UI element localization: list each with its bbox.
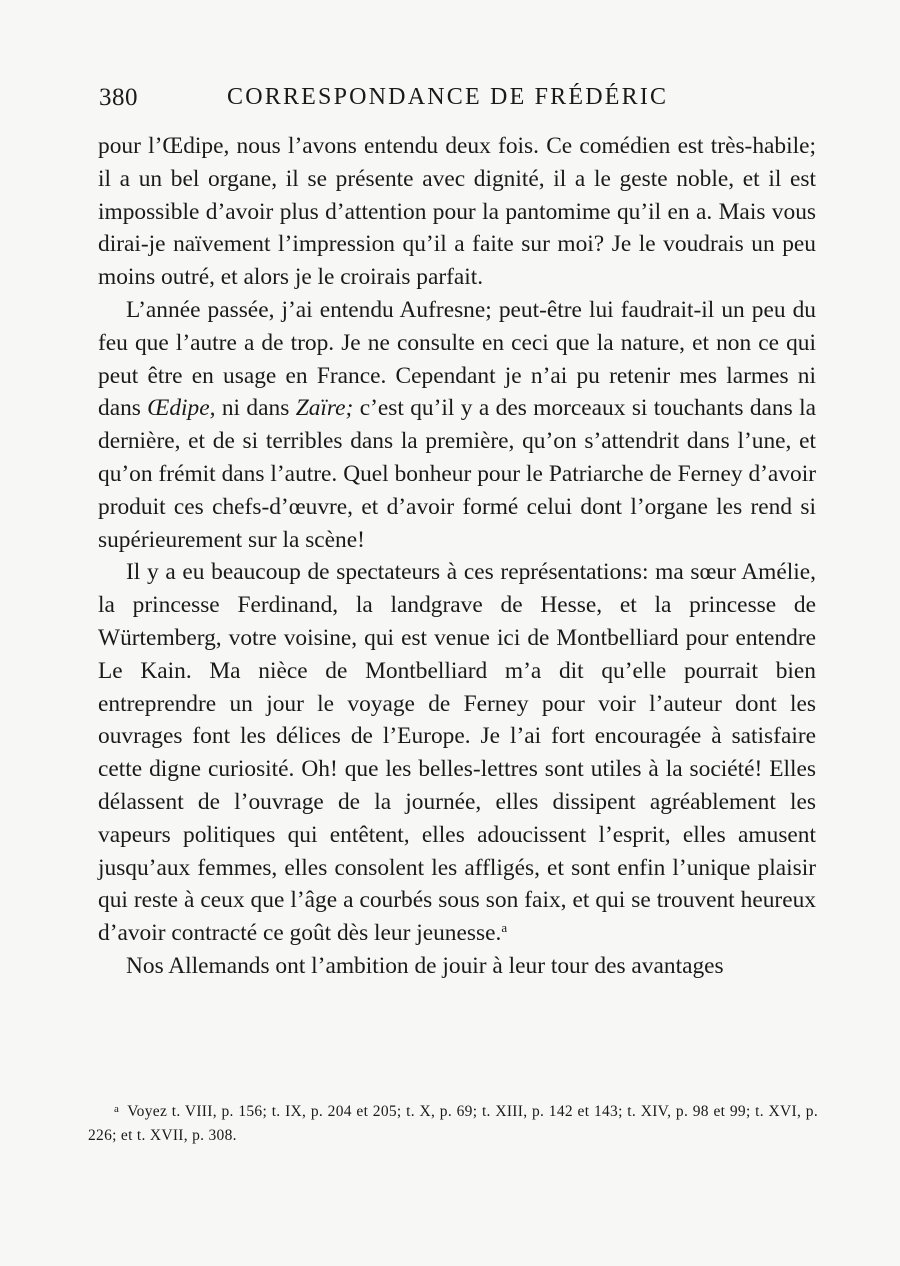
paragraph-1-text: pour l’Œdipe, nous l’avons entendu deux fois. Ce comédien est très-habile; il a un bel organe, il se présente avec dignité, il a le geste noble, et il est impossible d’avoir plus d’attention pour la pantomime qu’il en a. Mais vous dirai-je naïvement l’impression qu’il a faite sur moi? Je le voudrais un peu moins outré, et alors je le croirais parfait. bbox=[98, 133, 816, 291]
title-oedipe: Œdipe, bbox=[147, 395, 216, 422]
footnote-mark: a bbox=[114, 1103, 120, 1115]
page-header bbox=[99, 84, 815, 124]
paragraph-4 bbox=[98, 950, 816, 983]
body-text bbox=[98, 130, 816, 983]
paragraph-3-text: Il y a eu beaucoup de spectateurs à ces représentations: ma sœur Amélie, la princesse Ferdinand, la landgrave de Hesse, et la princesse de Würtemberg, votre voisine, qui est venue ici de Montbelliard pour entendre Le Kain. Ma nièce de Montbelliard m’a dit qu’elle pourrait bien entreprendre un jour le voyage de Ferney pour voir l’auteur dont les ouvrages font les délices de l’Europe. Je l’ai fort encouragée à satisfaire cette digne curiosité. Oh! que les belles-lettres sont utiles à la société! Elles délassent de l’ouvrage de la journée, elles dissipent agréablement les vapeurs politiques qui entêtent, elles adoucissent l’esprit, elles amusent jusqu’aux femmes, elles consolent les affligés, et sont enfin l’unique plaisir qui reste à ceux que l’âge a courbés sous son faix, et qui se trouvent heureux d’avoir contracté ce goût dès leur jeunesse. bbox=[98, 559, 816, 947]
paragraph-2-text-a: L’année passée, j’ai entendu Aufresne; peut-être lui faudrait-il un peu du feu que l’autre a de trop. Je ne consulte en ceci que la nature, et non ce qui peut être en usage en France. Cependant je n’ai pu retenir mes larmes ni dans bbox=[98, 296, 816, 422]
paragraph-2 bbox=[98, 294, 816, 556]
paragraph-1 bbox=[98, 130, 816, 294]
footnote-reference: a bbox=[501, 920, 508, 936]
paragraph-3 bbox=[98, 556, 816, 950]
footnote-text: Voyez t. VIII, p. 156; t. IX, p. 204 et 205; t. X, p. 69; t. XIII, p. 142 et 143; t. XIV, p. 98 et 99; t. XVI, p. 226; et t. XVII, p. 308. bbox=[88, 1103, 818, 1144]
paragraph-2-text-b: ni dans bbox=[215, 395, 296, 422]
page-number: 380 bbox=[99, 84, 138, 111]
running-title: CORRESPONDANCE DE FRÉDÉRIC bbox=[227, 84, 669, 110]
title-zaire: Zaïre; bbox=[295, 395, 354, 422]
paragraph-2-text-c: c’est qu’il y a des morceaux si touchants dans la dernière, et de si terribles dans la première, qu’on s’attendrit dans l’une, et qu’on frémit dans l’autre. Quel bonheur pour le Patriarche de Ferney d’avoir produit ces chefs-d’œuvre, et d’avoir formé celui dont l’organe les rend si supérieurement sur la scène! bbox=[98, 395, 816, 553]
footnote bbox=[88, 1100, 818, 1148]
paragraph-4-text: Nos Allemands ont l’ambition de jouir à leur tour des avantages bbox=[126, 952, 724, 979]
